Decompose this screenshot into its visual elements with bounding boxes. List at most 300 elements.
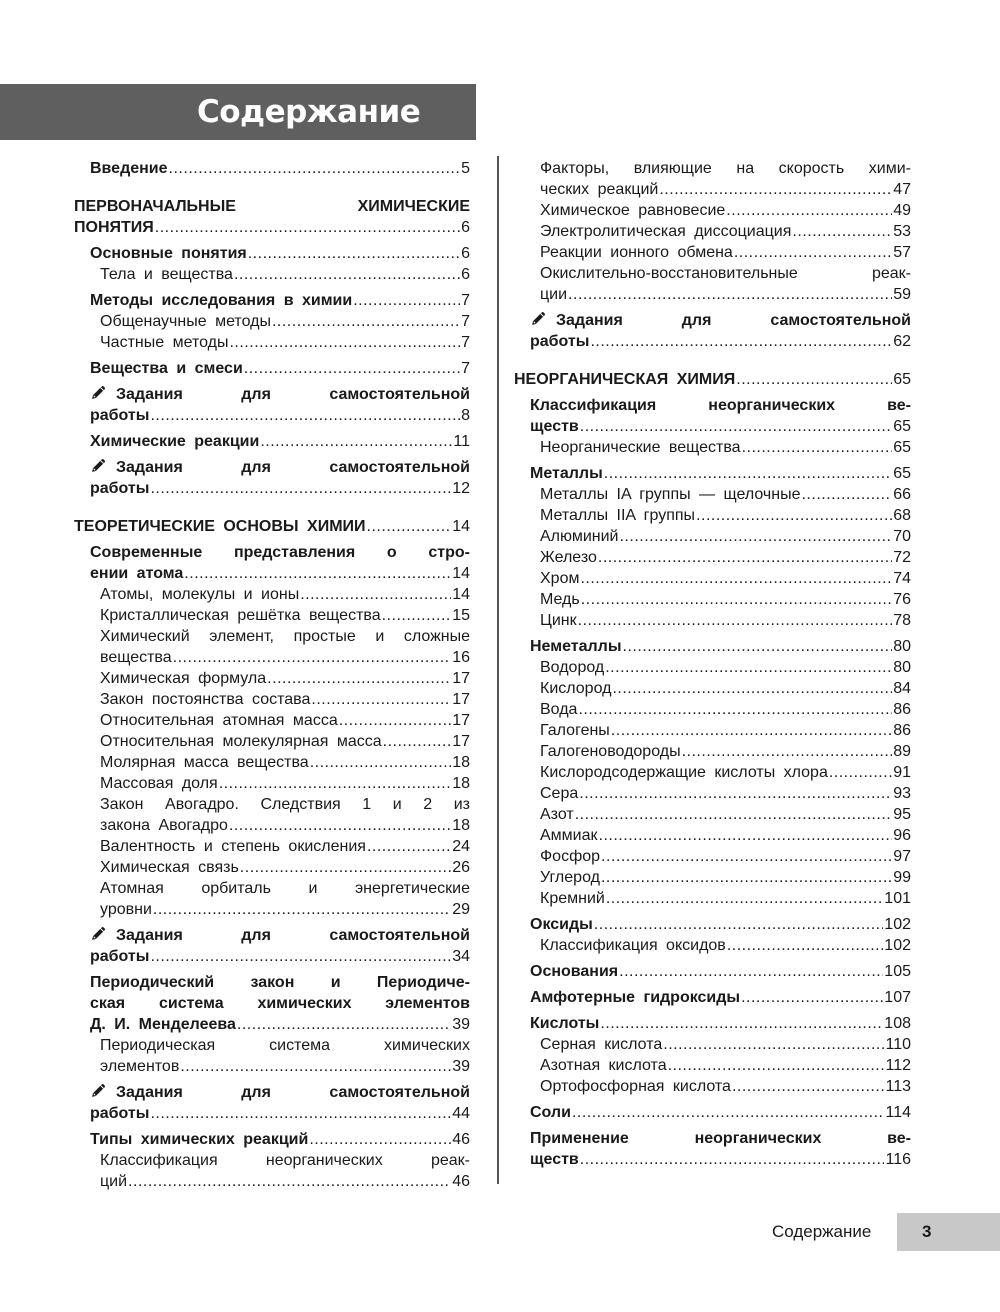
toc-entry <box>514 636 911 657</box>
toc-entry-row <box>540 1034 911 1055</box>
toc-entry-line: Окислительно-восстановительные реак- <box>540 265 911 282</box>
toc-entry-title: Водород <box>540 659 605 676</box>
dot-leader <box>575 804 893 825</box>
toc-entry-page: 97 <box>893 848 911 865</box>
toc-entry-page: 65 <box>893 418 911 435</box>
dot-leader <box>353 290 460 311</box>
toc-entry-row <box>530 1149 911 1170</box>
toc-entry <box>514 437 911 458</box>
toc-entry <box>74 731 470 752</box>
toc-entry-row <box>90 946 470 967</box>
toc-entry-row <box>540 547 911 568</box>
toc-entry-title: Серная кислота <box>540 1036 663 1053</box>
toc-entry-title: Азот <box>540 806 574 823</box>
toc-entry-page: 74 <box>893 570 911 587</box>
toc-entry-row <box>100 605 470 626</box>
toc-entry-page: 26 <box>452 859 470 876</box>
toc-entry-line: ская система химических элементов <box>90 995 470 1012</box>
toc-entry <box>514 395 911 437</box>
toc-entry-row <box>90 405 470 426</box>
toc-entry-title: ций <box>100 1173 128 1190</box>
toc-entry-page: 72 <box>893 549 911 566</box>
toc-entry-page: 65 <box>893 465 911 482</box>
toc-entry-page: 102 <box>884 937 911 954</box>
toc-entry-page: 47 <box>893 181 911 198</box>
dot-leader <box>801 484 892 505</box>
toc-entry-page: 53 <box>893 223 911 240</box>
toc-entry <box>74 925 470 967</box>
toc-entry-page: 65 <box>893 439 911 456</box>
toc-entry-page: 14 <box>452 586 470 603</box>
toc-entry-title: Галогены <box>540 722 610 739</box>
dot-leader <box>219 773 452 794</box>
pencil-icon <box>90 925 107 942</box>
dot-leader <box>260 431 452 452</box>
toc-entry-title: Аммиак <box>540 827 598 844</box>
toc-entry <box>74 836 470 857</box>
toc-entry-page: 66 <box>893 486 911 503</box>
toc-entry-line: Задания для самостоятельной <box>556 312 911 329</box>
toc-entry-title: Металлы IA группы — щелочные <box>540 486 801 503</box>
toc-entry-row <box>100 899 470 920</box>
toc-entry-title: Химическая связь <box>100 859 239 876</box>
dot-leader <box>310 752 452 773</box>
toc-entry-row <box>540 846 911 867</box>
toc-entry-title: Амфотерные гидроксиды <box>530 989 741 1006</box>
toc-entry <box>74 542 470 584</box>
toc-entry-page: 112 <box>885 1057 911 1074</box>
toc-entry <box>514 547 911 568</box>
toc-entry-line-wrap <box>90 925 470 946</box>
dot-leader <box>339 710 451 731</box>
toc-entry <box>74 1150 470 1192</box>
dot-leader <box>382 605 452 626</box>
dot-leader <box>572 1102 885 1123</box>
toc-entry-title: Кристаллическая решётка вещества <box>100 607 381 624</box>
dot-leader <box>663 1034 884 1055</box>
toc-entry-row <box>100 857 470 878</box>
toc-entry <box>514 762 911 783</box>
toc-entry-title: ции <box>540 286 568 303</box>
pencil-icon <box>90 457 107 474</box>
toc-entry-title: Относительная молекулярная масса <box>100 733 382 750</box>
toc-entry-page: 18 <box>452 754 470 771</box>
toc-entry-row <box>530 987 911 1008</box>
toc-entry-title: вещества <box>100 649 172 666</box>
toc-entry <box>74 196 470 238</box>
dot-leader <box>696 505 892 526</box>
toc-entry-page: 6 <box>461 266 470 283</box>
toc-entry-title: Азотная кислота <box>540 1057 667 1074</box>
toc-entry <box>514 1055 911 1076</box>
toc-entry-page: 49 <box>893 202 911 219</box>
toc-entry-title: Массовая доля <box>100 775 218 792</box>
toc-entry <box>74 773 470 794</box>
toc-entry-page: 18 <box>452 817 470 834</box>
toc-entry-title: Неорганические вещества <box>540 439 741 456</box>
toc-entry-title: Относительная атомная масса <box>100 712 338 729</box>
toc-entry <box>514 804 911 825</box>
toc-entry-title: Химическая формула <box>100 670 267 687</box>
toc-entry-row <box>540 699 911 720</box>
toc-entry-page: 80 <box>893 659 911 676</box>
footer-label: Содержание <box>772 1222 872 1241</box>
dot-leader <box>153 899 451 920</box>
dot-leader <box>383 731 452 752</box>
toc-entry-title: ПОНЯТИЯ <box>74 219 154 236</box>
toc-entry-title: Фосфор <box>540 848 601 865</box>
toc-entry <box>514 699 911 720</box>
toc-entry-page: 76 <box>893 591 911 608</box>
toc-entry-title: Основания <box>530 963 619 980</box>
dot-leader <box>601 867 892 888</box>
toc-entry <box>514 484 911 505</box>
toc-entry-title: работы <box>530 333 590 350</box>
toc-entry-row <box>100 731 470 752</box>
dot-leader <box>244 358 460 379</box>
toc-entry-row <box>530 636 911 657</box>
toc-entry-title: ческих реакций <box>540 181 659 198</box>
toc-entry-line: Задания для самостоятельной <box>116 1084 470 1101</box>
toc-entry-page: 80 <box>893 638 911 655</box>
toc-entry <box>514 1034 911 1055</box>
toc-entry-title: Хром <box>540 570 580 587</box>
toc-entry <box>74 431 470 452</box>
toc-entry-page: 113 <box>885 1078 911 1095</box>
toc-entry-page: 65 <box>893 371 911 388</box>
toc-entry <box>514 1102 911 1123</box>
toc-entry-line: Современные представления о стро- <box>90 544 470 561</box>
toc-entry <box>74 158 470 179</box>
toc-entry-page: 5 <box>461 160 470 177</box>
toc-entry-row <box>74 516 470 537</box>
toc-entry <box>74 857 470 878</box>
toc-entry-row <box>100 668 470 689</box>
toc-entry-page: 17 <box>452 733 470 750</box>
toc-entry-row <box>540 437 911 458</box>
toc-entry-page: 108 <box>884 1015 911 1032</box>
toc-entry-title: Углерод <box>540 869 600 886</box>
toc-column-left <box>74 158 470 1192</box>
toc-entry-title: Сера <box>540 785 579 802</box>
dot-leader <box>601 846 892 867</box>
toc-entry-row <box>530 331 911 352</box>
toc-entry-row <box>540 589 911 610</box>
toc-entry-row <box>540 867 911 888</box>
toc-entry-title: Химическое равновесие <box>540 202 726 219</box>
toc-entry-page: 18 <box>452 775 470 792</box>
toc-entry-row <box>540 720 911 741</box>
toc-entry-page: 86 <box>893 701 911 718</box>
toc-entry <box>74 605 470 626</box>
toc-entry-row <box>540 179 911 200</box>
dot-leader <box>659 179 892 200</box>
dot-leader <box>734 242 892 263</box>
dot-leader <box>568 284 892 305</box>
dot-leader <box>727 935 883 956</box>
toc-entry <box>74 878 470 920</box>
toc-entry-title: работы <box>90 480 150 497</box>
dot-leader <box>604 463 892 484</box>
toc-entry-line: Периодический закон и Периодиче- <box>90 974 470 991</box>
toc-entry-row <box>100 647 470 668</box>
toc-entry-row <box>90 243 470 264</box>
toc-entry-page: 99 <box>893 869 911 886</box>
toc-entry-page: 17 <box>452 670 470 687</box>
toc-entry-row <box>100 264 470 285</box>
toc-entry-row <box>90 358 470 379</box>
toc-entry <box>74 668 470 689</box>
toc-entry-page: 14 <box>452 518 470 535</box>
toc-entry <box>74 584 470 605</box>
toc-entry-row <box>540 825 911 846</box>
pencil-icon <box>90 1082 107 1099</box>
toc-entry-page: 39 <box>452 1016 470 1033</box>
toc-entry-title: Медь <box>540 591 580 608</box>
toc-entry-line: Закон Авогадро. Следствия 1 и 2 из <box>100 796 470 813</box>
toc-entry-title: Молярная масса вещества <box>100 754 309 771</box>
dot-leader <box>169 158 461 179</box>
toc-entry-page: 7 <box>461 334 470 351</box>
dot-leader <box>606 888 883 909</box>
dot-leader <box>598 547 892 568</box>
toc-entry-page: 46 <box>452 1131 470 1148</box>
toc-entry-title: Основные понятия <box>90 245 247 262</box>
toc-entry <box>74 358 470 379</box>
toc-entry-row <box>100 836 470 857</box>
toc-entry-page: 11 <box>453 433 470 450</box>
toc-entry-row <box>100 332 470 353</box>
dot-leader <box>237 1014 451 1035</box>
toc-entry-line: Применение неорганических ве- <box>530 1130 911 1147</box>
toc-entry-row <box>90 1103 470 1124</box>
page-number: 3 <box>897 1213 1000 1251</box>
toc-entry <box>514 987 911 1008</box>
toc-entry-row <box>530 1013 911 1034</box>
toc-entry <box>74 290 470 311</box>
toc-entry-title: Реакции ионного обмена <box>540 244 733 261</box>
dot-leader <box>600 1013 883 1034</box>
toc-entry <box>514 463 911 484</box>
toc-entry-page: 70 <box>893 528 911 545</box>
toc-entry-title: уровни <box>100 901 152 918</box>
toc-entry-row <box>540 526 911 547</box>
toc-entry-title: Классификация оксидов <box>540 937 726 954</box>
toc-entry-page: 6 <box>461 245 470 262</box>
toc-entry-title: работы <box>90 407 150 424</box>
toc-entry-title: Вещества и смеси <box>90 360 243 377</box>
dot-leader <box>579 783 892 804</box>
toc-entry <box>74 626 470 668</box>
toc-entry-title: Атомы, молекулы и ионы <box>100 586 300 603</box>
toc-entry <box>74 710 470 731</box>
toc-entry-page: 12 <box>452 480 470 497</box>
toc-entry-row <box>90 563 470 584</box>
dot-leader <box>150 1103 451 1124</box>
dot-leader <box>272 311 460 332</box>
dot-leader <box>590 331 892 352</box>
toc-entry-page: 59 <box>893 286 911 303</box>
toc-entry <box>514 935 911 956</box>
toc-entry-title: Галогеноводороды <box>540 743 681 760</box>
toc-entry-page: 39 <box>452 1058 470 1075</box>
dot-leader <box>619 961 883 982</box>
dot-leader <box>612 678 892 699</box>
toc-entry-title: Типы химических реакций <box>90 1131 309 1148</box>
toc-entry-page: 96 <box>893 827 911 844</box>
dot-leader <box>578 699 892 720</box>
toc-entry-row <box>530 961 911 982</box>
dot-leader <box>732 1076 885 1097</box>
toc-entry-row <box>90 158 470 179</box>
toc-entry-title: НЕОРГАНИЧЕСКАЯ ХИМИЯ <box>514 371 736 388</box>
toc-entry-title: Методы исследования в химии <box>90 292 353 309</box>
dot-leader <box>580 568 892 589</box>
toc-entry <box>74 243 470 264</box>
toc-entry-row <box>100 584 470 605</box>
dot-leader <box>581 589 892 610</box>
toc-entry-page: 6 <box>461 219 470 236</box>
toc-entry-row <box>90 478 470 499</box>
toc-entry-row <box>540 1055 911 1076</box>
dot-leader <box>682 741 893 762</box>
toc-entry <box>514 526 911 547</box>
toc-entry-row <box>540 804 911 825</box>
toc-entry-row <box>74 217 470 238</box>
toc-entry-page: 24 <box>452 838 470 855</box>
toc-entry-row <box>540 935 911 956</box>
toc-entry-page: 110 <box>885 1036 911 1053</box>
toc-entry-row <box>90 290 470 311</box>
toc-entry <box>514 1013 911 1034</box>
toc-entry <box>74 264 470 285</box>
toc-entry <box>74 972 470 1035</box>
toc-entry <box>74 794 470 836</box>
toc-entry <box>514 589 911 610</box>
toc-entry-page: 7 <box>461 313 470 330</box>
toc-entry-page: 89 <box>893 743 911 760</box>
toc-entry-row <box>540 783 911 804</box>
dot-leader <box>619 526 892 547</box>
toc-entry-page: 91 <box>893 764 911 781</box>
dot-leader <box>248 243 460 264</box>
toc-entry <box>74 384 470 426</box>
toc-entry-row <box>100 815 470 836</box>
toc-entry-line: Задания для самостоятельной <box>116 459 470 476</box>
toc-entry <box>74 752 470 773</box>
dot-leader <box>792 221 892 242</box>
toc-entry-row <box>540 568 911 589</box>
dot-leader <box>229 332 460 353</box>
dot-leader <box>611 720 892 741</box>
toc-entry-title: Д. И. Менделеева <box>90 1016 236 1033</box>
toc-entry-row <box>100 1171 470 1192</box>
toc-entry-line-wrap <box>90 457 470 478</box>
toc-entry <box>514 263 911 305</box>
toc-entry-title: Кислоты <box>530 1015 600 1032</box>
toc-entry-page: 78 <box>893 612 911 629</box>
toc-entry-line-wrap <box>90 384 470 405</box>
toc-entry <box>514 1128 911 1170</box>
toc-entry-page: 16 <box>452 649 470 666</box>
toc-entry-row <box>100 1056 470 1077</box>
toc-entry-line: Задания для самостоятельной <box>116 386 470 403</box>
toc-entry-row <box>540 242 911 263</box>
toc-entry-title: Железо <box>540 549 597 566</box>
toc-entry-page: 29 <box>452 901 470 918</box>
toc-entry-title: Алюминий <box>540 528 619 545</box>
toc-entry-line-wrap <box>530 310 911 331</box>
toc-entry <box>514 846 911 867</box>
dot-leader <box>829 762 892 783</box>
toc-entry-title: Электролитическая диссоциация <box>540 223 792 240</box>
toc-entry-page: 57 <box>893 244 911 261</box>
dot-leader <box>668 1055 885 1076</box>
toc-entry <box>74 689 470 710</box>
toc-entry-page: 14 <box>452 565 470 582</box>
toc-entry <box>74 1082 470 1124</box>
toc-entry <box>514 200 911 221</box>
toc-entry-row <box>530 416 911 437</box>
toc-entry-row <box>100 752 470 773</box>
page-title: Содержание <box>0 84 476 140</box>
toc-entry <box>514 610 911 631</box>
toc-entry <box>514 242 911 263</box>
dot-leader <box>229 815 451 836</box>
toc-entry-page: 107 <box>884 989 911 1006</box>
toc-entry-title: Кислород <box>540 680 612 697</box>
toc-entry-row <box>100 710 470 731</box>
toc-entry-page: 8 <box>461 407 470 424</box>
toc-entry-page: 95 <box>893 806 911 823</box>
toc-entry-page: 62 <box>893 333 911 350</box>
toc-entry-title: Металлы IIA группы <box>540 507 696 524</box>
dot-leader <box>150 478 451 499</box>
toc-entry-line: Факторы, влияющие на скорость хими- <box>540 160 911 177</box>
toc-entry-line-wrap <box>90 1082 470 1103</box>
dot-leader <box>580 1149 885 1170</box>
dot-leader <box>267 668 451 689</box>
dot-leader <box>180 1056 451 1077</box>
toc-entry-title: Металлы <box>530 465 603 482</box>
toc-entry-line: Задания для самостоятельной <box>116 927 470 944</box>
toc-entry-line: Классификация неорганических ве- <box>530 397 911 414</box>
toc-entry-row <box>540 505 911 526</box>
toc-entry-page: 44 <box>452 1105 470 1122</box>
toc-entry-page: 84 <box>893 680 911 697</box>
toc-entry-title: ТЕОРЕТИЧЕСКИЕ ОСНОВЫ ХИМИИ <box>74 518 366 535</box>
toc-entry-title: работы <box>90 948 150 965</box>
toc-entry-title: Закон постоянства состава <box>100 691 311 708</box>
toc-entry-title: Введение <box>90 160 168 177</box>
toc-entry-row <box>530 1102 911 1123</box>
toc-entry <box>74 1129 470 1150</box>
toc-entry-page: 105 <box>884 963 911 980</box>
toc-entry-row <box>540 221 911 242</box>
dot-leader <box>150 946 451 967</box>
toc-entry-title: ществ <box>530 1151 579 1168</box>
toc-entry-row <box>540 484 911 505</box>
toc-entry-page: 15 <box>452 607 470 624</box>
toc-entry <box>514 867 911 888</box>
toc-entry-title: Химические реакции <box>90 433 260 450</box>
toc-entry-row <box>100 689 470 710</box>
toc-entry <box>514 1076 911 1097</box>
toc-entry <box>514 505 911 526</box>
dot-leader <box>726 200 892 221</box>
dot-leader <box>240 857 451 878</box>
toc-entry-row <box>540 888 911 909</box>
